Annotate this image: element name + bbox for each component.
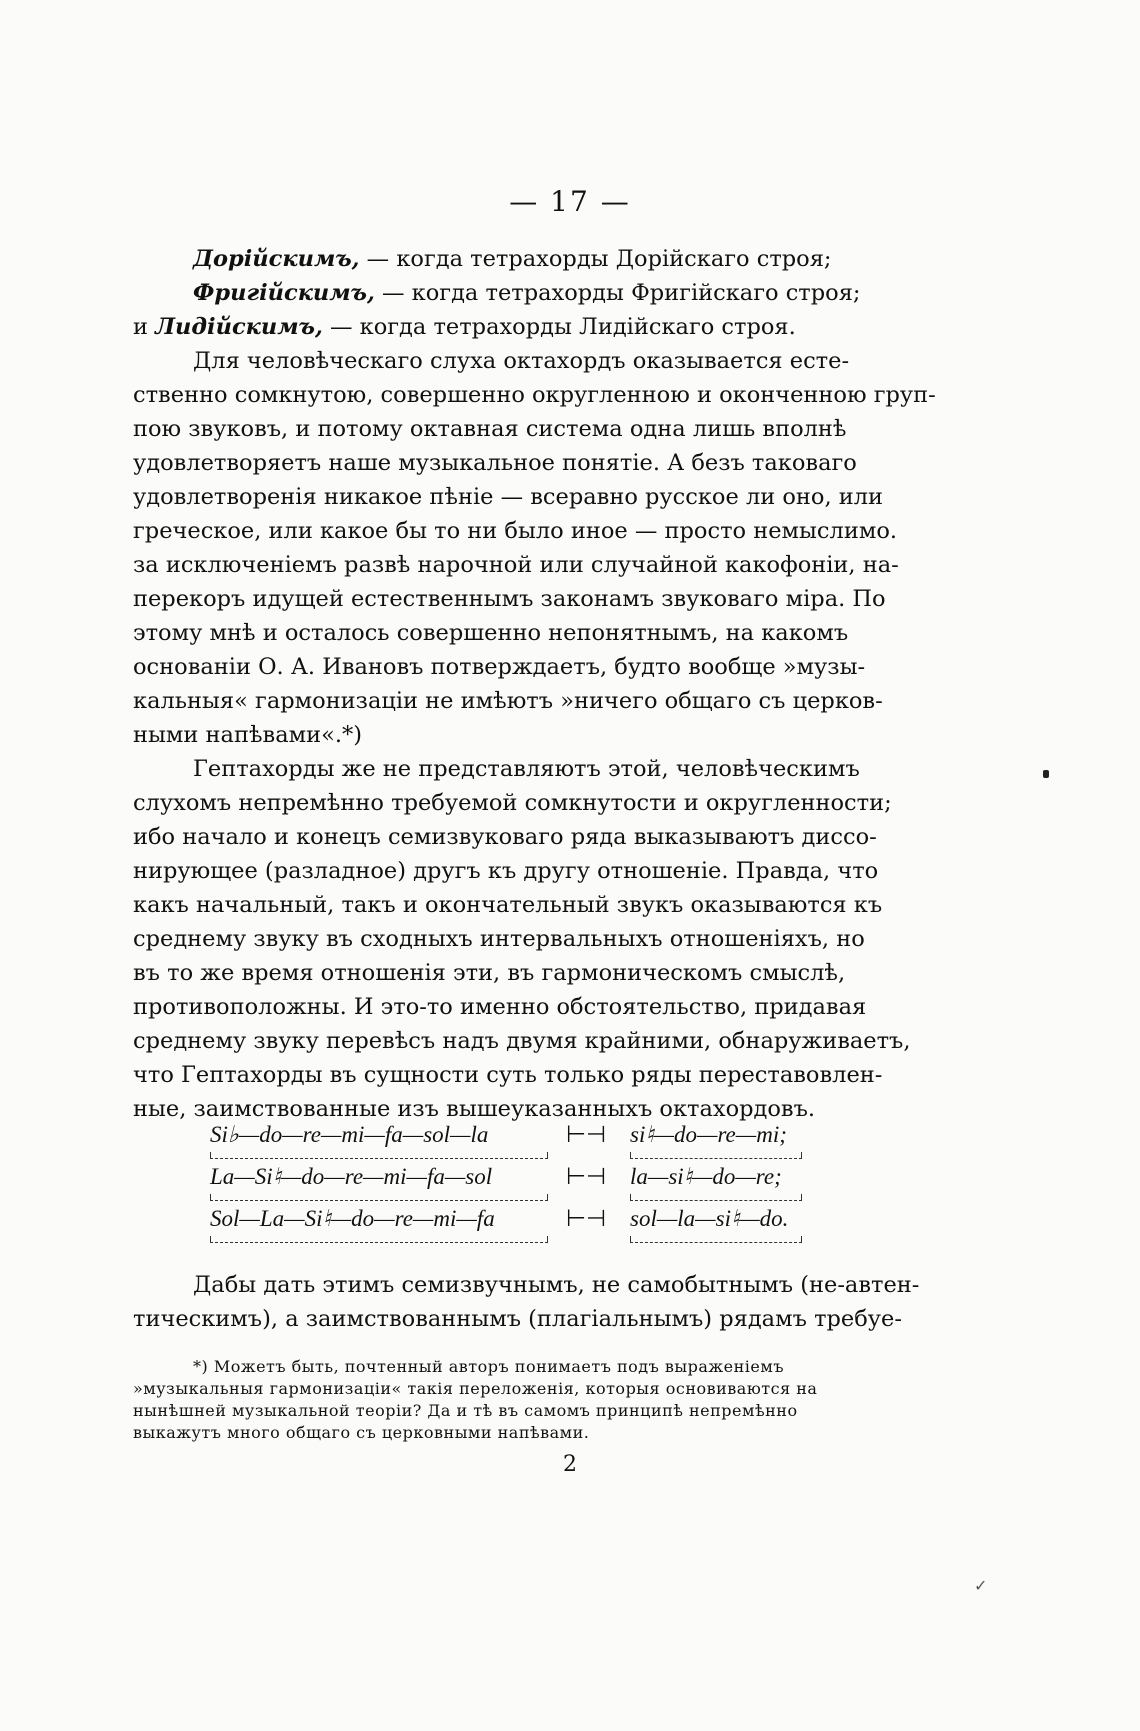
paragraph-line: въ то же время отношенія эти, въ гармоническомъ смыслѣ, (133, 960, 846, 986)
scale-separator: ⊢⊣ (566, 1122, 607, 1147)
paragraph-line: нирующее (разладное) другъ къ другу отношеніе. Правда, что (133, 858, 879, 884)
paragraph-line: удовлетворенія никакое пѣніе — всеравно русское ли оно, или (133, 484, 884, 510)
paragraph-line: ственно сомкнутою, совершенно округленною и оконченною груп- (133, 382, 936, 408)
margin-mark: ✓ (974, 1576, 988, 1595)
text-line: Дорійскимъ, — когда тетрахорды Дорійскаго строя; (193, 246, 832, 272)
scale-right: sol—la—si♮—do. (630, 1206, 789, 1231)
paragraph-line: противоположны. И это-то именно обстоятельство, придавая (133, 994, 867, 1020)
paragraph-line: среднему звуку перевѣсъ надъ двумя крайними, обнаруживаетъ, (133, 1028, 911, 1054)
paragraph-line: ные, заимствованные изъ вышеуказанныхъ октахордовъ. (133, 1096, 816, 1122)
bracket-mark (210, 1236, 548, 1243)
scale-separator: ⊢⊣ (566, 1164, 607, 1189)
paragraph-line: греческое, или какое бы то ни было иное — просто немыслимо. (133, 518, 898, 544)
footnote-line: выкажутъ много общаго съ церковными напѣвами. (133, 1423, 590, 1442)
bracket-mark (210, 1194, 548, 1201)
paragraph-line: Дабы дать этимъ семизвучнымъ, не самобытнымъ (не-автен- (193, 1272, 920, 1298)
text-line: Фригійскимъ, — когда тетрахорды Фригійскаго строя; (193, 280, 861, 306)
paragraph-line: Для человѣческаго слуха октахордъ оказывается есте- (193, 348, 850, 374)
footnote-line: нынѣшней музыкальной теоріи? Да и тѣ въ самомъ принципѣ непремѣнно (133, 1401, 798, 1420)
scale-row (210, 1122, 850, 1164)
paragraph-line: слухомъ непремѣнно требуемой сомкнутости и округленности; (133, 790, 892, 816)
footnote (133, 1356, 909, 1444)
paragraph-line: ными напѣвами«.*) (133, 722, 363, 748)
scale-left: Si♭—do—re—mi—fa—sol—la (210, 1122, 489, 1147)
paragraph-line: пою звуковъ, и потому октавная система одна лишь вполнѣ (133, 416, 847, 442)
paragraph-line: перекоръ идущей естественнымъ законамъ звуковаго міра. По (133, 586, 886, 612)
paragraph-line: основаніи О. А. Ивановъ потверждаетъ, будто вообще »музы- (133, 654, 866, 680)
bracket-mark (630, 1236, 802, 1243)
scale-examples (210, 1122, 850, 1248)
page-number: — 17 — (509, 185, 631, 218)
scale-right: la—si♮—do—re; (630, 1164, 782, 1189)
body-text (133, 242, 936, 1126)
scale-left: La—Si♮—do—re—mi—fa—sol (210, 1164, 493, 1189)
scale-right: si♮—do—re—mi; (630, 1122, 787, 1147)
footnote-line: *) Можетъ быть, почтенный авторъ понимаетъ подъ выраженіемъ (193, 1357, 784, 1376)
scale-separator: ⊢⊣ (566, 1206, 607, 1231)
scale-left: Sol—La—Si♮—do—re—mi—fa (210, 1206, 495, 1231)
margin-dot (1043, 770, 1049, 778)
paragraph-line: этому мнѣ и осталось совершенно непонятнымъ, на какомъ (133, 620, 849, 646)
scale-row (210, 1206, 850, 1248)
paragraph-line: среднему звуку въ сходныхъ интервальныхъ отношеніяхъ, но (133, 926, 865, 952)
paragraph-line: удовлетворяетъ наше музыкальное понятіе. А безъ таковаго (133, 450, 857, 476)
scale-row (210, 1164, 850, 1206)
paragraph-line: какъ начальный, такъ и окончательный звукъ оказываются къ (133, 892, 883, 918)
signature-mark: 2 (563, 1452, 577, 1477)
bracket-mark (630, 1152, 802, 1159)
paragraph-line: что Гептахорды въ сущности суть только ряды переставовлен- (133, 1062, 883, 1088)
paragraph-line: за исключеніемъ развѣ нарочной или случайной какофоніи, на- (133, 552, 899, 578)
bracket-mark (630, 1194, 802, 1201)
paragraph-line: ибо начало и конецъ семизвуковаго ряда выказываютъ диссо- (133, 824, 877, 850)
text-line: и Лидійскимъ, — когда тетрахорды Лидійскаго строя. (133, 314, 796, 340)
bracket-mark (210, 1152, 548, 1159)
paragraph-line: кальныя« гармонизаціи не имѣютъ »ничего общаго съ церков- (133, 688, 883, 714)
footnote-line: »музыкальныя гармонизаціи« такія переложенія, которыя основиваются на (133, 1379, 818, 1398)
paragraph-line: Гептахорды же не представляютъ этой, человѣческимъ (193, 756, 860, 782)
closing-paragraph (133, 1268, 920, 1336)
paragraph-line: тическимъ), а заимствованнымъ (плагіальнымъ) рядамъ требуе- (133, 1306, 902, 1332)
